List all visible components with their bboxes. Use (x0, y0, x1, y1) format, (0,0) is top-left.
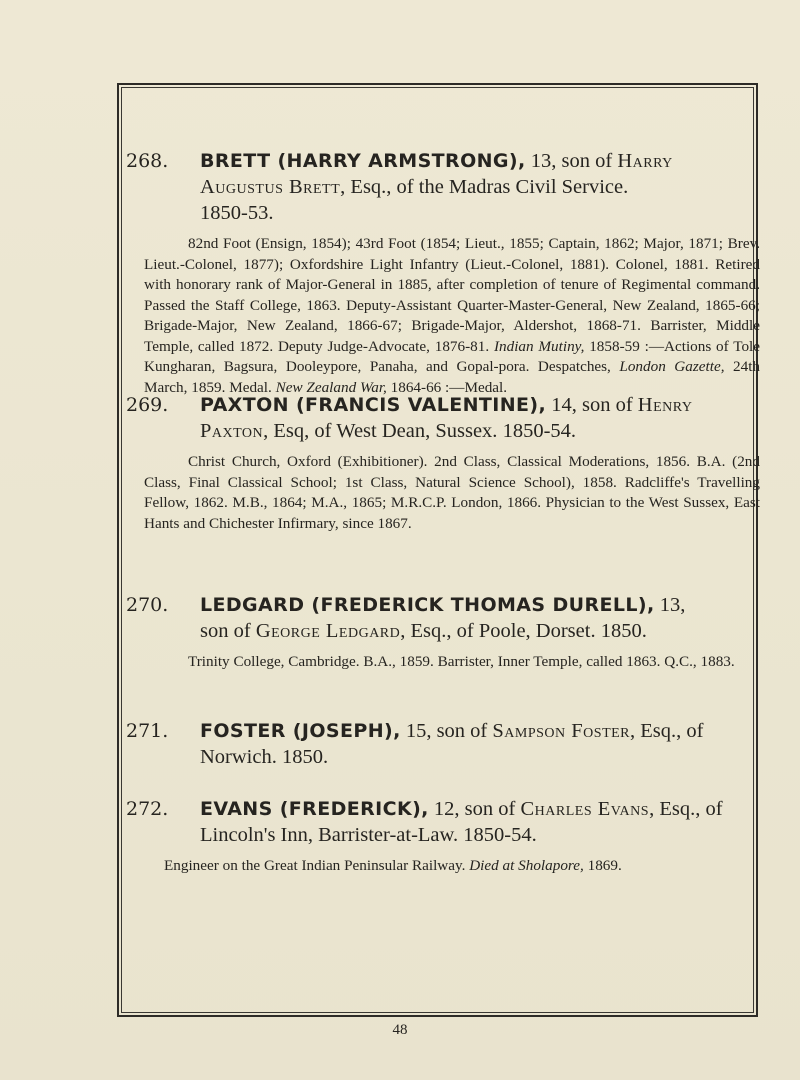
biography-italic: Indian Mutiny, (493, 337, 585, 355)
entry-biography (144, 452, 760, 534)
entry-number: 269. (126, 394, 169, 416)
entry-age: 13, son of (525, 150, 618, 172)
entry-name: FOSTER (JOSEPH), (200, 720, 401, 742)
entry-number: 271. (126, 720, 169, 742)
biography-text: 24th March, 1859. Medal. (144, 358, 761, 396)
biography-italic: New Zealand War, (275, 378, 387, 396)
entry-number: 268. (126, 150, 169, 172)
entry-parent-detail: , Esq, of West Dean, Sussex. (263, 420, 498, 442)
biography-text: 1858-59 :—Actions of Tole Kungharan, Bagsura, Dooleypore, Panaha, and Gopal-pora. Despatches, (144, 337, 761, 375)
entry-parent-detail: , Esq., of Poole, Dorset. (400, 620, 596, 642)
entry-parent: Henry Paxton (200, 394, 693, 442)
entry-number: 270. (126, 594, 169, 616)
entry-years: 1850-54. (463, 824, 537, 846)
entry-269 (126, 392, 760, 534)
entry-parent: George Ledgard (255, 620, 401, 642)
entry-place: Lincoln's Inn, Barrister-at-Law. (200, 824, 459, 846)
entry-heading (200, 592, 760, 644)
entry-parent-detail: , Esq., of (649, 798, 723, 820)
entry-biography (144, 856, 760, 877)
entry-years: 1850-53. (200, 202, 274, 224)
biography-text: 1864-66 :—Medal. (386, 378, 508, 396)
entry-270 (126, 592, 760, 673)
entry-parent-detail: , Esq., of the Madras Civil Service. (340, 176, 629, 198)
entry-name: PAXTON (FRANCIS VALENTINE), (200, 394, 547, 416)
entry-years: 1850-54. (502, 420, 577, 442)
entry-son-of: son of (200, 620, 256, 642)
entry-name: LEDGARD (FREDERICK THOMAS DURELL), (200, 594, 655, 616)
entry-biography (144, 234, 760, 398)
entry-age: 14, son of (546, 394, 638, 416)
entry-age: 13, (654, 594, 686, 616)
entry-years: 1850. (281, 746, 329, 768)
entry-age: 15, son of (400, 720, 493, 742)
biography-text: 82nd Foot (Ensign, 1854); 43rd Foot (1854; Lieut., 1855; Captain, 1862; Major, 1871; Brev. Lieut.-Colonel, 1877); Oxfordshire Light Infantry (Lieut.-Colonel, 1881). Colonel, 1881. Retired with honorary rank of Major-General in 1885, after completion of tenure of Regimental command. Passed the Staff College, 1863. Deputy-Assistant Quarter-Master-General, New Zealand, 1865-66; Brigade-Major, New Zealand, 1866-67; Brigade-Major, Aldershot, 1868-71. Barrister, Middle Temple, called 1872. Deputy Judge-Advocate, 1876-81. (144, 235, 760, 355)
entry-268 (126, 148, 761, 398)
entry-heading (200, 718, 760, 770)
entry-parent: Harry Augustus Brett (200, 150, 673, 198)
biography-italic: London Gazette, (619, 358, 725, 375)
entry-number: 272. (126, 798, 169, 820)
biography-text: Trinity College, Cambridge. B.A., 1859. Barrister, Inner Temple, called 1863. Q.C., 1883. (188, 653, 735, 670)
entry-age: 12, son of (428, 798, 521, 820)
entry-biography (144, 652, 760, 673)
entry-parent: Sampson Foster (492, 720, 631, 742)
entry-heading (200, 392, 760, 444)
entry-name: BRETT (HARRY ARMSTRONG), (200, 150, 526, 172)
entry-271 (126, 718, 760, 770)
biography-italic: Died at Sholapore, (469, 857, 584, 874)
entry-years: 1850. (600, 620, 647, 642)
biography-text: Christ Church, Oxford (Exhibitioner). 2nd Class, Classical Moderations, 1856. B.A. (2nd Class, Final Classical School; 1st Class, Natural Science School), 1858. Radcliffe's Travelling Fellow, 1862. M.B., 1864; M.A., 1865; M.R.C.P. London, 1866. Physician to the West Sussex, East Hants and Chichester Infirmary, since 1867. (144, 453, 760, 532)
entry-272 (126, 796, 760, 877)
biography-text: 1869. (583, 857, 622, 874)
page-number: 48 (392, 1022, 408, 1038)
entry-parent-detail: , Esq., of (630, 720, 704, 742)
entry-name: EVANS (FREDERICK), (200, 798, 429, 820)
biography-text: Engineer on the Great Indian Peninsular Railway. (164, 857, 470, 874)
entry-heading (200, 796, 760, 848)
entry-place: Norwich. (200, 746, 277, 768)
entry-parent: Charles Evans (520, 798, 650, 820)
entry-heading (200, 148, 760, 226)
